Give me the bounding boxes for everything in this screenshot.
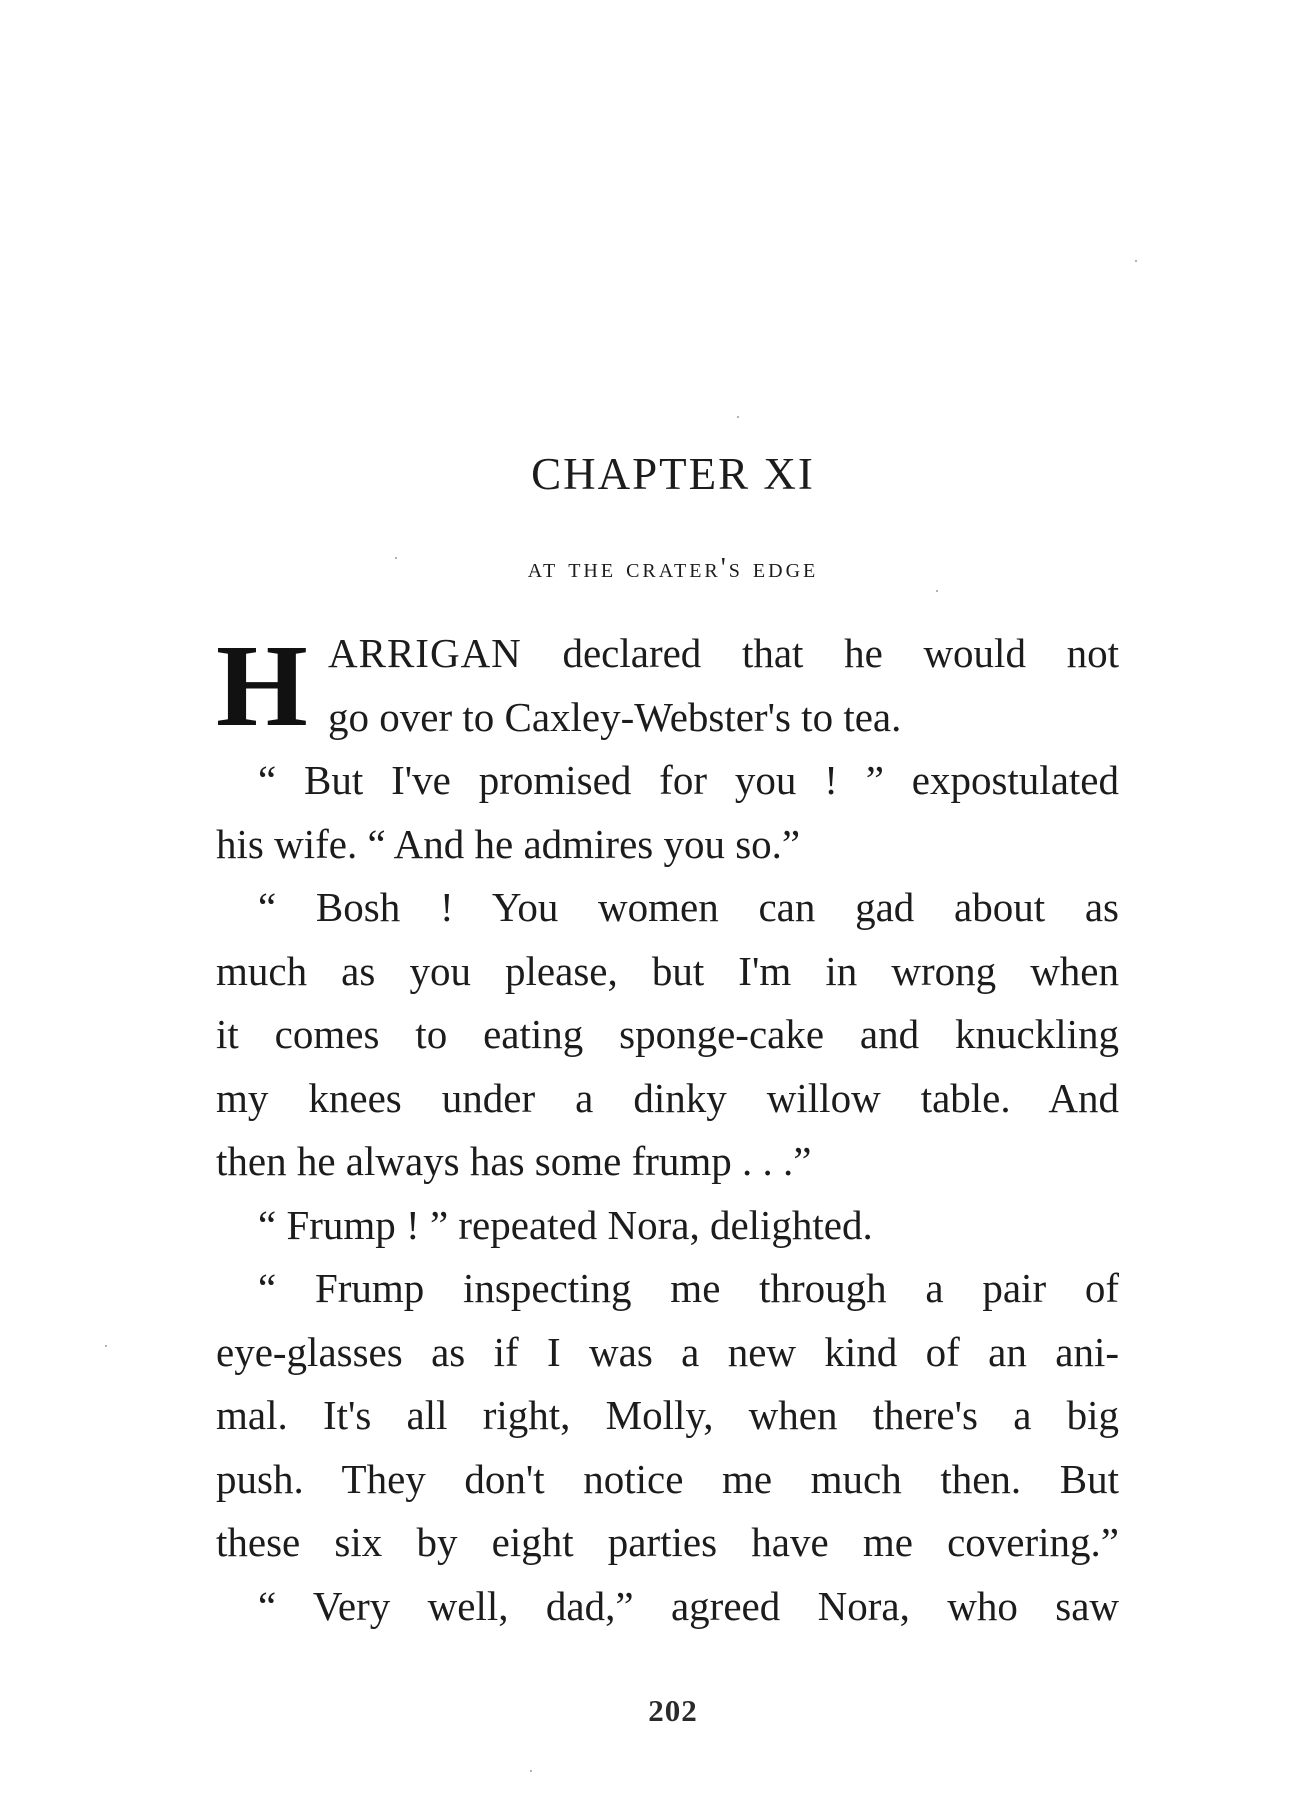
drop-cap: H <box>216 620 308 751</box>
text-line-8: my knees under a dinky willow table. And <box>216 1074 1119 1121</box>
text-line-7: it comes to eating sponge-cake and knuckling <box>216 1011 1119 1057</box>
text-line-10: “ Frump ! ” repeated Nora, delighted. <box>258 1201 873 1248</box>
scan-speck <box>936 590 938 592</box>
chapter-heading: CHAPTER XI <box>531 449 815 499</box>
scan-speck <box>737 416 739 418</box>
chapter-title: at the crater's edge <box>527 553 819 584</box>
text-line-4: his wife. “ And he admires you so.” <box>216 820 801 867</box>
text-line-15: these six by eight parties have me covering.” <box>216 1519 1119 1565</box>
text-line-11: “ Frump inspecting me through a pair of <box>258 1265 1119 1311</box>
text-line-16: “ Very well, dad,” agreed Nora, who saw <box>258 1582 1119 1629</box>
text-line-9: then he always has some frump . . .” <box>216 1138 812 1184</box>
text-line-5: “ Bosh ! You women can gad about as <box>258 884 1119 930</box>
scan-speck <box>1135 260 1137 262</box>
text-line-6: much as you please, but I'm in wrong when <box>216 947 1119 994</box>
scan-speck <box>105 1345 107 1347</box>
line-text: declared that he would not <box>521 630 1119 676</box>
scan-speck <box>530 1770 532 1772</box>
text-line-14: push. They don't notice me much then. But <box>216 1455 1119 1502</box>
page-number: 202 <box>648 1693 698 1728</box>
text-line-13: mal. It's all right, Molly, when there's a big <box>216 1392 1119 1438</box>
text-line-3: “ But I've promised for you ! ” expostulated <box>258 757 1119 803</box>
text-line-1 <box>216 622 1119 686</box>
text-line-12: eye-glasses as if I was a new kind of an ani- <box>216 1328 1119 1375</box>
scan-speck <box>395 557 397 559</box>
body-text <box>216 622 1119 1638</box>
lead-caps: ARRIGAN <box>328 630 522 676</box>
text-line-2: go over to Caxley-Webster's to tea. <box>328 693 902 740</box>
